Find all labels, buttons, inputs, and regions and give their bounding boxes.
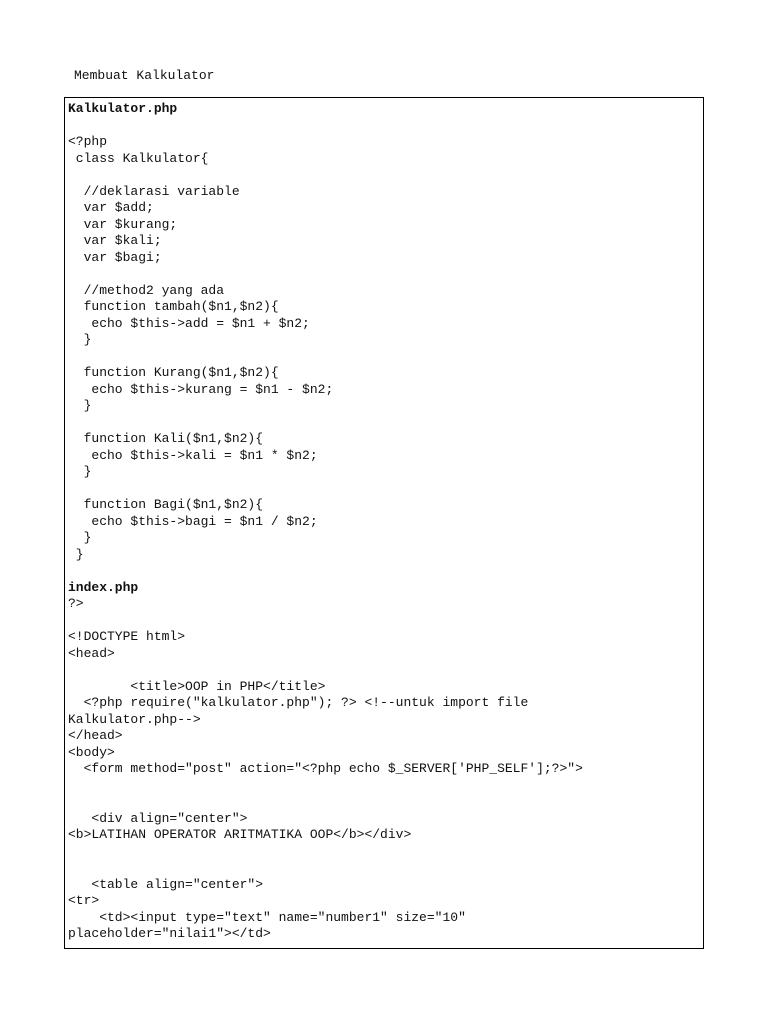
code-line: placeholder="nilai1"></td>: [68, 926, 271, 941]
code-line: <!DOCTYPE html>: [68, 629, 186, 644]
code-line: ?>: [68, 596, 84, 611]
code-line: [68, 613, 700, 630]
code-line: <table align="center">: [68, 876, 264, 892]
code-line: <body>: [68, 744, 115, 760]
code-line: function Kali($n1,$n2){: [68, 431, 264, 446]
code-line: <div align="center">: [68, 810, 248, 826]
code-line: [68, 860, 700, 877]
code-line: [68, 844, 700, 861]
code-line: echo $this->add = $n1 + $n2;: [68, 315, 310, 331]
code-line: <head>: [68, 645, 115, 661]
code-line: function Kurang($n1,$n2){: [68, 365, 279, 380]
code-line: <title>OOP in PHP</title>: [68, 678, 326, 694]
code-line: <?php: [68, 134, 108, 149]
code-line: [68, 563, 700, 580]
code-line: }: [68, 332, 92, 347]
code-listing: [68, 101, 700, 943]
code-line: <td><input type="text" name="number1" size="10": [68, 909, 466, 925]
code-line: var $kali;: [68, 233, 162, 248]
code-line: <b>LATIHAN OPERATOR ARITMATIKA OOP</b></div>: [68, 827, 412, 842]
code-line: }: [68, 530, 92, 545]
code-line: [68, 481, 700, 498]
code-line: }: [68, 464, 92, 479]
code-line: var $bagi;: [68, 249, 162, 265]
code-line: class Kalkulator{: [68, 150, 209, 166]
code-line: }: [68, 546, 84, 562]
code-line: }: [68, 398, 92, 413]
code-line: function Bagi($n1,$n2){: [68, 497, 264, 512]
code-line: [68, 266, 700, 283]
code-line: echo $this->kali = $n1 * $n2;: [68, 447, 318, 463]
page-title: Membuat Kalkulator: [74, 68, 215, 83]
code-line: //deklarasi variable: [68, 183, 240, 199]
code-line: [68, 167, 700, 184]
code-line: [68, 415, 700, 432]
code-line: [68, 794, 700, 811]
code-line: [68, 662, 700, 679]
file-name-label: Kalkulator.php: [68, 101, 178, 116]
code-line: function tambah($n1,$n2){: [68, 299, 279, 314]
code-line: <tr>: [68, 893, 100, 908]
code-line: <?php require("kalkulator.php"); ?> <!--untuk import file: [68, 695, 529, 710]
code-line: [68, 778, 700, 795]
code-line: //method2 yang ada: [68, 282, 225, 298]
code-line: [68, 349, 700, 366]
code-line: var $kurang;: [68, 216, 178, 232]
code-line: Kalkulator.php-->: [68, 711, 201, 727]
code-listing-box: [64, 97, 704, 949]
code-line: var $add;: [68, 200, 154, 215]
code-line: echo $this->bagi = $n1 / $n2;: [68, 513, 318, 529]
code-line: echo $this->kurang = $n1 - $n2;: [68, 381, 334, 397]
code-line: <form method="post" action="<?php echo $_SERVER['PHP_SELF'];?>">: [68, 761, 583, 776]
code-line: </head>: [68, 728, 123, 743]
code-line: [68, 118, 700, 135]
file-name-label: index.php: [68, 579, 139, 595]
